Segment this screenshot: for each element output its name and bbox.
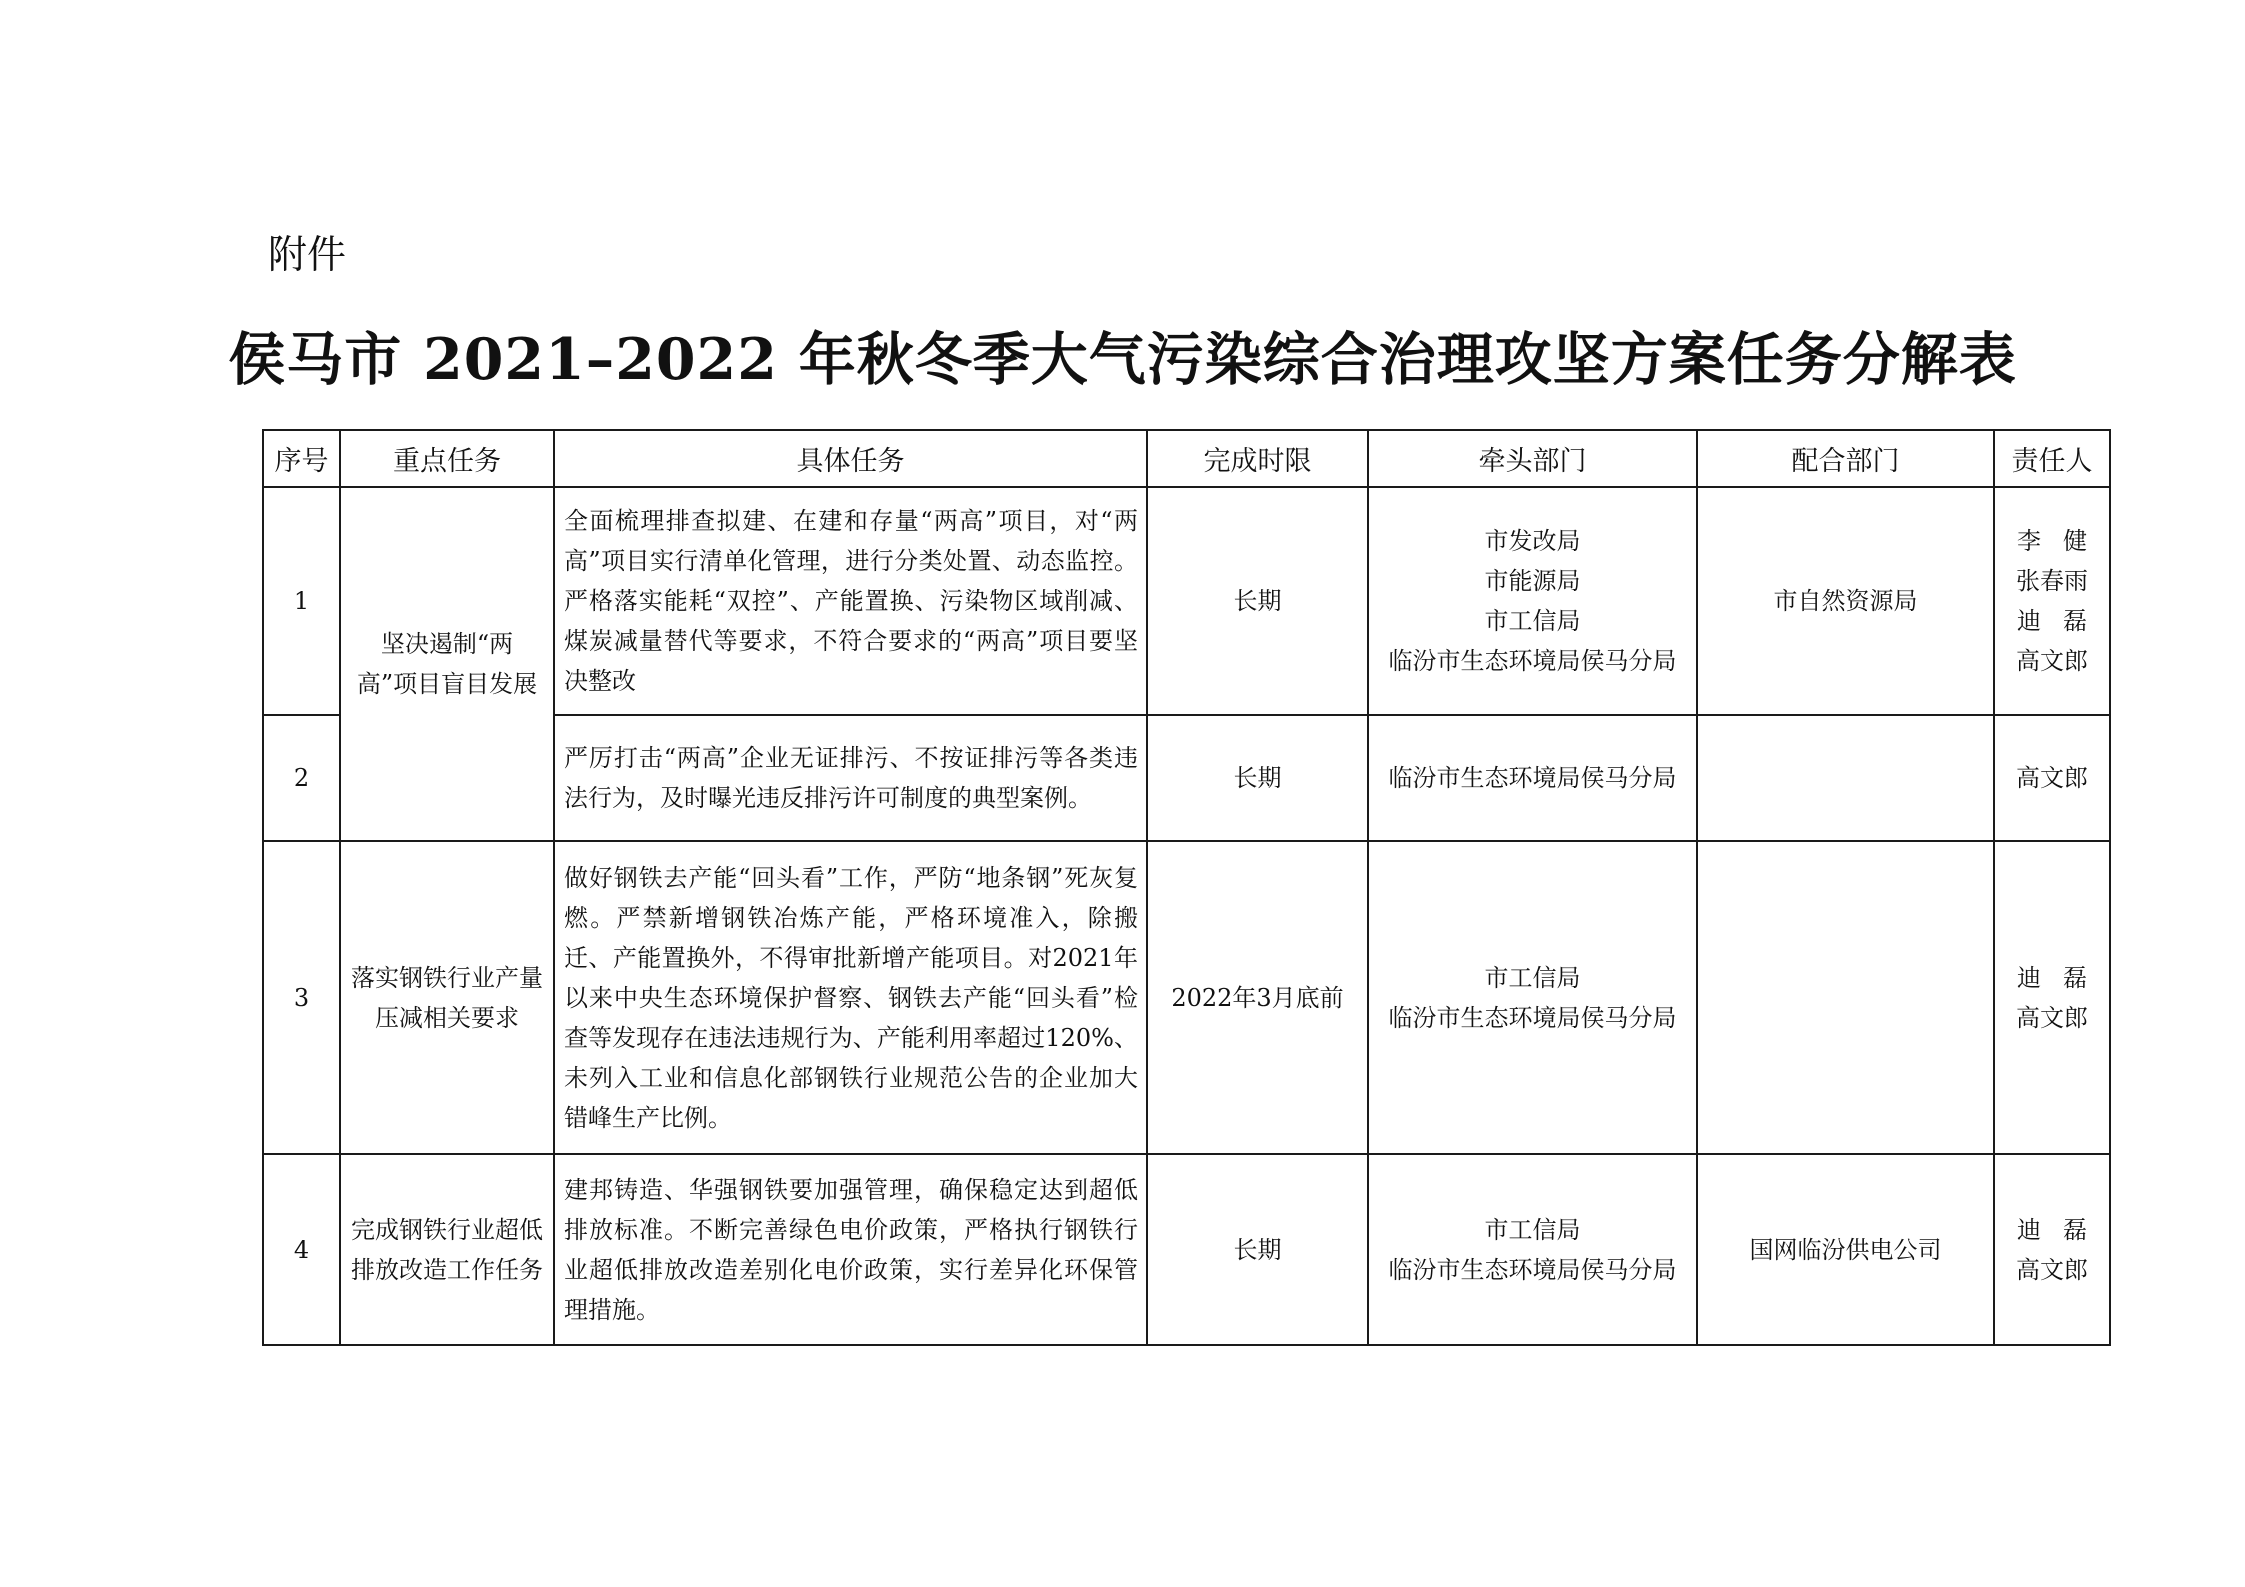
- row-detail: 做好钢铁去产能“回头看”工作，严防“地条钢”死灰复燃。严禁新增钢铁冶炼产能，严格环境准入，除搬迁、产能置换外，不得审批新增产能项目。对2021年以来中央生态环境保护督察、钢铁去产能“回头看”检查等发现存在违法违规行为、产能利用率超过120%、未列入工业和信息化部钢铁行业规范公告的企业加大错峰生产比例。: [554, 841, 1147, 1154]
- header-seq: 序号: [263, 430, 340, 487]
- row-seq: 2: [263, 715, 340, 841]
- row-support-department: 市自然资源局: [1697, 487, 1994, 715]
- row-lead-department: [1368, 1154, 1697, 1345]
- header-support-department: 配合部门: [1697, 430, 1994, 487]
- owner-name: 高文郎: [2016, 764, 2088, 792]
- row-owner: [1994, 841, 2110, 1154]
- row-key-task: 落实钢铁行业产量压减相关要求: [340, 841, 554, 1154]
- lead-department-item: 市能源局: [1484, 567, 1581, 595]
- row-lead-department: [1368, 487, 1697, 715]
- owner-name: 高文郎: [2016, 1003, 2088, 1032]
- row-owner: [1994, 1154, 2110, 1345]
- document-title: 侯马市 2021–2022 年秋冬季大气污染综合治理攻坚方案任务分解表: [228, 326, 2017, 393]
- table-row: [263, 1154, 2110, 1345]
- lead-department-item: 市工信局: [1484, 963, 1581, 992]
- header-detail: 具体任务: [554, 430, 1147, 487]
- table-header-row: [263, 430, 2110, 487]
- row-deadline: 2022年3月底前: [1147, 841, 1368, 1154]
- row-seq: 3: [263, 841, 340, 1154]
- row-support-department: [1697, 715, 1994, 841]
- owner-name: 迪磊: [2017, 963, 2109, 992]
- owner-name: 高文郎: [2016, 647, 2088, 675]
- owner-name: 高文郎: [2016, 1255, 2088, 1284]
- owner-name: 张春雨: [2016, 567, 2088, 595]
- header-deadline: 完成时限: [1147, 430, 1368, 487]
- row-support-department: [1697, 841, 1994, 1154]
- row-lead-department: [1368, 841, 1697, 1154]
- lead-department-item: 临汾市生态环境局侯马分局: [1388, 647, 1677, 675]
- owner-name: 迪磊: [2017, 607, 2109, 635]
- row-seq: 1: [263, 487, 340, 715]
- lead-department-item: 临汾市生态环境局侯马分局: [1388, 1003, 1677, 1032]
- row-support-department: 国网临汾供电公司: [1697, 1154, 1994, 1345]
- lead-department-item: 市工信局: [1484, 1215, 1581, 1244]
- task-breakdown-table: [262, 429, 2111, 1346]
- lead-department-item: 市发改局: [1484, 527, 1581, 555]
- owner-name: 迪磊: [2017, 1215, 2109, 1244]
- row-deadline: 长期: [1147, 487, 1368, 715]
- header-key-task: 重点任务: [340, 430, 554, 487]
- attachment-label: 附件: [268, 233, 347, 278]
- row-key-task: 完成钢铁行业超低排放改造工作任务: [340, 1154, 554, 1345]
- row-key-task: 坚决遏制“两高”项目盲目发展: [340, 487, 554, 841]
- row-detail: 全面梳理排查拟建、在建和存量“两高”项目，对“两高”项目实行清单化管理，进行分类处置、动态监控。严格落实能耗“双控”、产能置换、污染物区域削减、煤炭减量替代等要求，不符合要求的“两高”项目要坚决整改: [554, 487, 1147, 715]
- lead-department-item: 临汾市生态环境局侯马分局: [1388, 764, 1677, 792]
- row-seq: 4: [263, 1154, 340, 1345]
- row-detail: 严厉打击“两高”企业无证排污、不按证排污等各类违法行为，及时曝光违反排污许可制度的典型案例。: [554, 715, 1147, 841]
- row-lead-department: [1368, 715, 1697, 841]
- header-owner: 责任人: [1994, 430, 2110, 487]
- row-deadline: 长期: [1147, 1154, 1368, 1345]
- lead-department-item: 临汾市生态环境局侯马分局: [1388, 1255, 1677, 1284]
- header-lead-department: 牵头部门: [1368, 430, 1697, 487]
- row-detail: 建邦铸造、华强钢铁要加强管理，确保稳定达到超低排放标准。不断完善绿色电价政策，严格执行钢铁行业超低排放改造差别化电价政策，实行差异化环保管理措施。: [554, 1154, 1147, 1345]
- row-deadline: 长期: [1147, 715, 1368, 841]
- owner-name: 李健: [2017, 527, 2109, 555]
- row-owner: [1994, 487, 2110, 715]
- row-owner: [1994, 715, 2110, 841]
- lead-department-item: 市工信局: [1484, 607, 1581, 635]
- table-row: [263, 841, 2110, 1154]
- table-row: [263, 487, 2110, 715]
